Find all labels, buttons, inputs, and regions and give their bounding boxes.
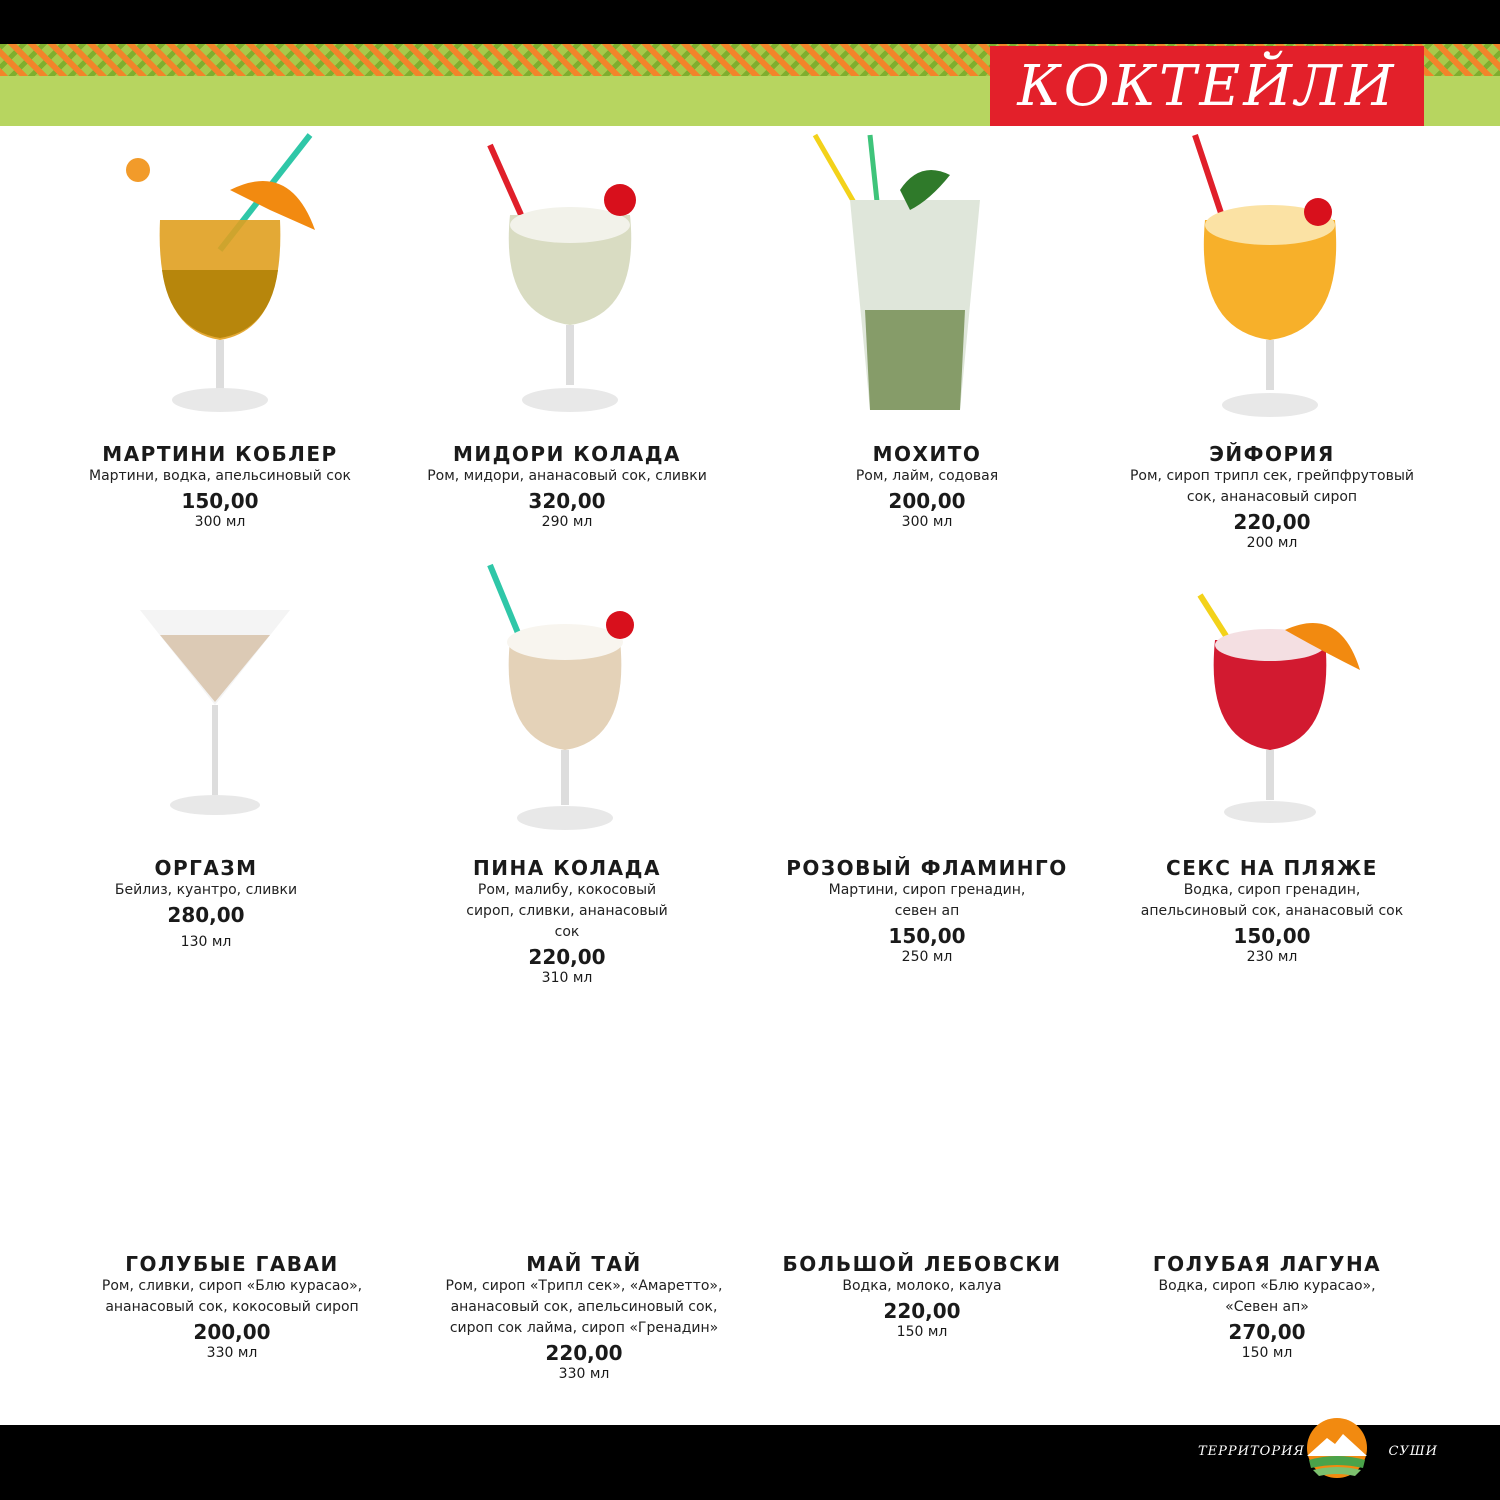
menu-item (777, 856, 1077, 966)
item-description-line: Ром, малибу, кокосовый (477, 882, 657, 898)
territory-sushi-logo (1198, 1414, 1438, 1484)
martini-cobbler-photo (110, 130, 330, 430)
item-description-line: Мартини, сироп гренадин, (828, 882, 1026, 898)
item-description: Ром, лайм, содовая (855, 468, 999, 484)
item-volume: 300 мл (901, 514, 953, 530)
menu-item (777, 442, 1077, 531)
item-description: Водка, молоко, калуа (842, 1278, 1002, 1294)
pina-colada-photo (480, 560, 670, 850)
item-price: 220,00 (528, 945, 606, 969)
mountain-emblem-icon (1305, 1416, 1369, 1480)
item-description-line: Ром, сливки, сироп «Блю курасао», (101, 1278, 363, 1294)
item-name: МАРТИНИ КОБЛЕР (102, 442, 338, 466)
item-volume: 290 мл (541, 514, 593, 530)
midori-colada-photo (480, 135, 680, 435)
item-name: ГОЛУБЫЕ ГАВАИ (125, 1252, 339, 1276)
menu-item (397, 442, 737, 531)
item-volume: 150 мл (1241, 1345, 1293, 1361)
item-name: БОЛЬШОЙ ЛЕБОВСКИ (782, 1252, 1062, 1276)
item-description-line: сироп, сливки, ананасовый (466, 903, 668, 919)
euphoria-photo (1180, 130, 1380, 430)
item-name: МАЙ ТАЙ (526, 1252, 642, 1276)
page-title: КОКТЕЙЛИ (1017, 53, 1397, 119)
item-name: ПИНА КОЛАДА (473, 856, 661, 880)
menu-item (419, 1252, 749, 1383)
mojito-photo (810, 130, 1000, 430)
item-description: Мартини, водка, апельсиновый сок (88, 468, 351, 484)
item-description-line: «Севен ап» (1225, 1299, 1309, 1315)
item-volume: 250 мл (901, 949, 953, 965)
item-price: 220,00 (1233, 510, 1311, 534)
item-name: МИДОРИ КОЛАДА (452, 442, 682, 466)
item-price: 150,00 (888, 924, 966, 948)
item-description-line: Ром, сироп трипл сек, грейпфрутовый (1129, 468, 1415, 484)
logo-text-right: СУШИ (1388, 1444, 1438, 1459)
title-banner (990, 46, 1424, 126)
item-description: Бейлиз, куантро, сливки (114, 882, 298, 898)
item-description-line: сок (554, 924, 580, 940)
item-name: МОХИТО (872, 442, 982, 466)
menu-item (1102, 442, 1442, 552)
item-price: 150,00 (1233, 924, 1311, 948)
item-description-line: сироп сок лайма, сироп «Гренадин» (449, 1320, 719, 1336)
item-price: 200,00 (193, 1320, 271, 1344)
item-name: ОРГАЗМ (154, 856, 258, 880)
sex-on-the-beach-photo (1190, 590, 1380, 830)
item-description-line: Водка, сироп «Блю курасао», (1158, 1278, 1376, 1294)
item-price: 220,00 (545, 1341, 623, 1365)
item-description-line: сок, ананасовый сироп (1186, 489, 1358, 505)
item-volume: 150 мл (896, 1324, 948, 1340)
item-name: ЭЙФОРИЯ (1209, 442, 1335, 466)
item-volume: 130 мл (180, 934, 232, 950)
item-description-line: ананасовый сок, апельсиновый сок, (450, 1299, 718, 1315)
menu-item (76, 856, 336, 951)
menu-item (772, 1252, 1072, 1341)
item-volume: 200 мл (1246, 535, 1298, 551)
item-volume: 230 мл (1246, 949, 1298, 965)
item-price: 200,00 (888, 489, 966, 513)
item-volume: 330 мл (206, 1345, 258, 1361)
menu-item (60, 442, 380, 531)
menu-item (1112, 856, 1432, 966)
item-price: 270,00 (1228, 1320, 1306, 1344)
item-volume: 300 мл (194, 514, 246, 530)
item-name: СЕКС НА ПЛЯЖЕ (1166, 856, 1378, 880)
item-price: 320,00 (528, 489, 606, 513)
item-price: 220,00 (883, 1299, 961, 1323)
item-description: Ром, мидори, ананасовый сок, сливки (427, 468, 707, 484)
item-name: РОЗОВЫЙ ФЛАМИНГО (786, 856, 1068, 880)
item-description-line: апельсиновый сок, ананасовый сок (1140, 903, 1404, 919)
logo-text-left: ТЕРРИТОРИЯ (1198, 1444, 1305, 1459)
top-black-bar (0, 0, 1500, 44)
menu-item (427, 856, 707, 987)
item-volume: 330 мл (558, 1366, 610, 1382)
item-volume: 310 мл (541, 970, 593, 986)
menu-item (1117, 1252, 1417, 1362)
item-description-line: Водка, сироп гренадин, (1183, 882, 1361, 898)
item-price: 280,00 (167, 903, 245, 927)
item-name: ГОЛУБАЯ ЛАГУНА (1152, 1252, 1382, 1276)
item-description-line: ананасовый сок, кокосовый сироп (105, 1299, 359, 1315)
item-description-line: севен ап (894, 903, 960, 919)
orgasm-photo (130, 590, 300, 830)
item-price: 150,00 (181, 489, 259, 513)
menu-item (77, 1252, 387, 1362)
item-description-line: Ром, сироп «Трипл сек», «Амаретто», (445, 1278, 723, 1294)
